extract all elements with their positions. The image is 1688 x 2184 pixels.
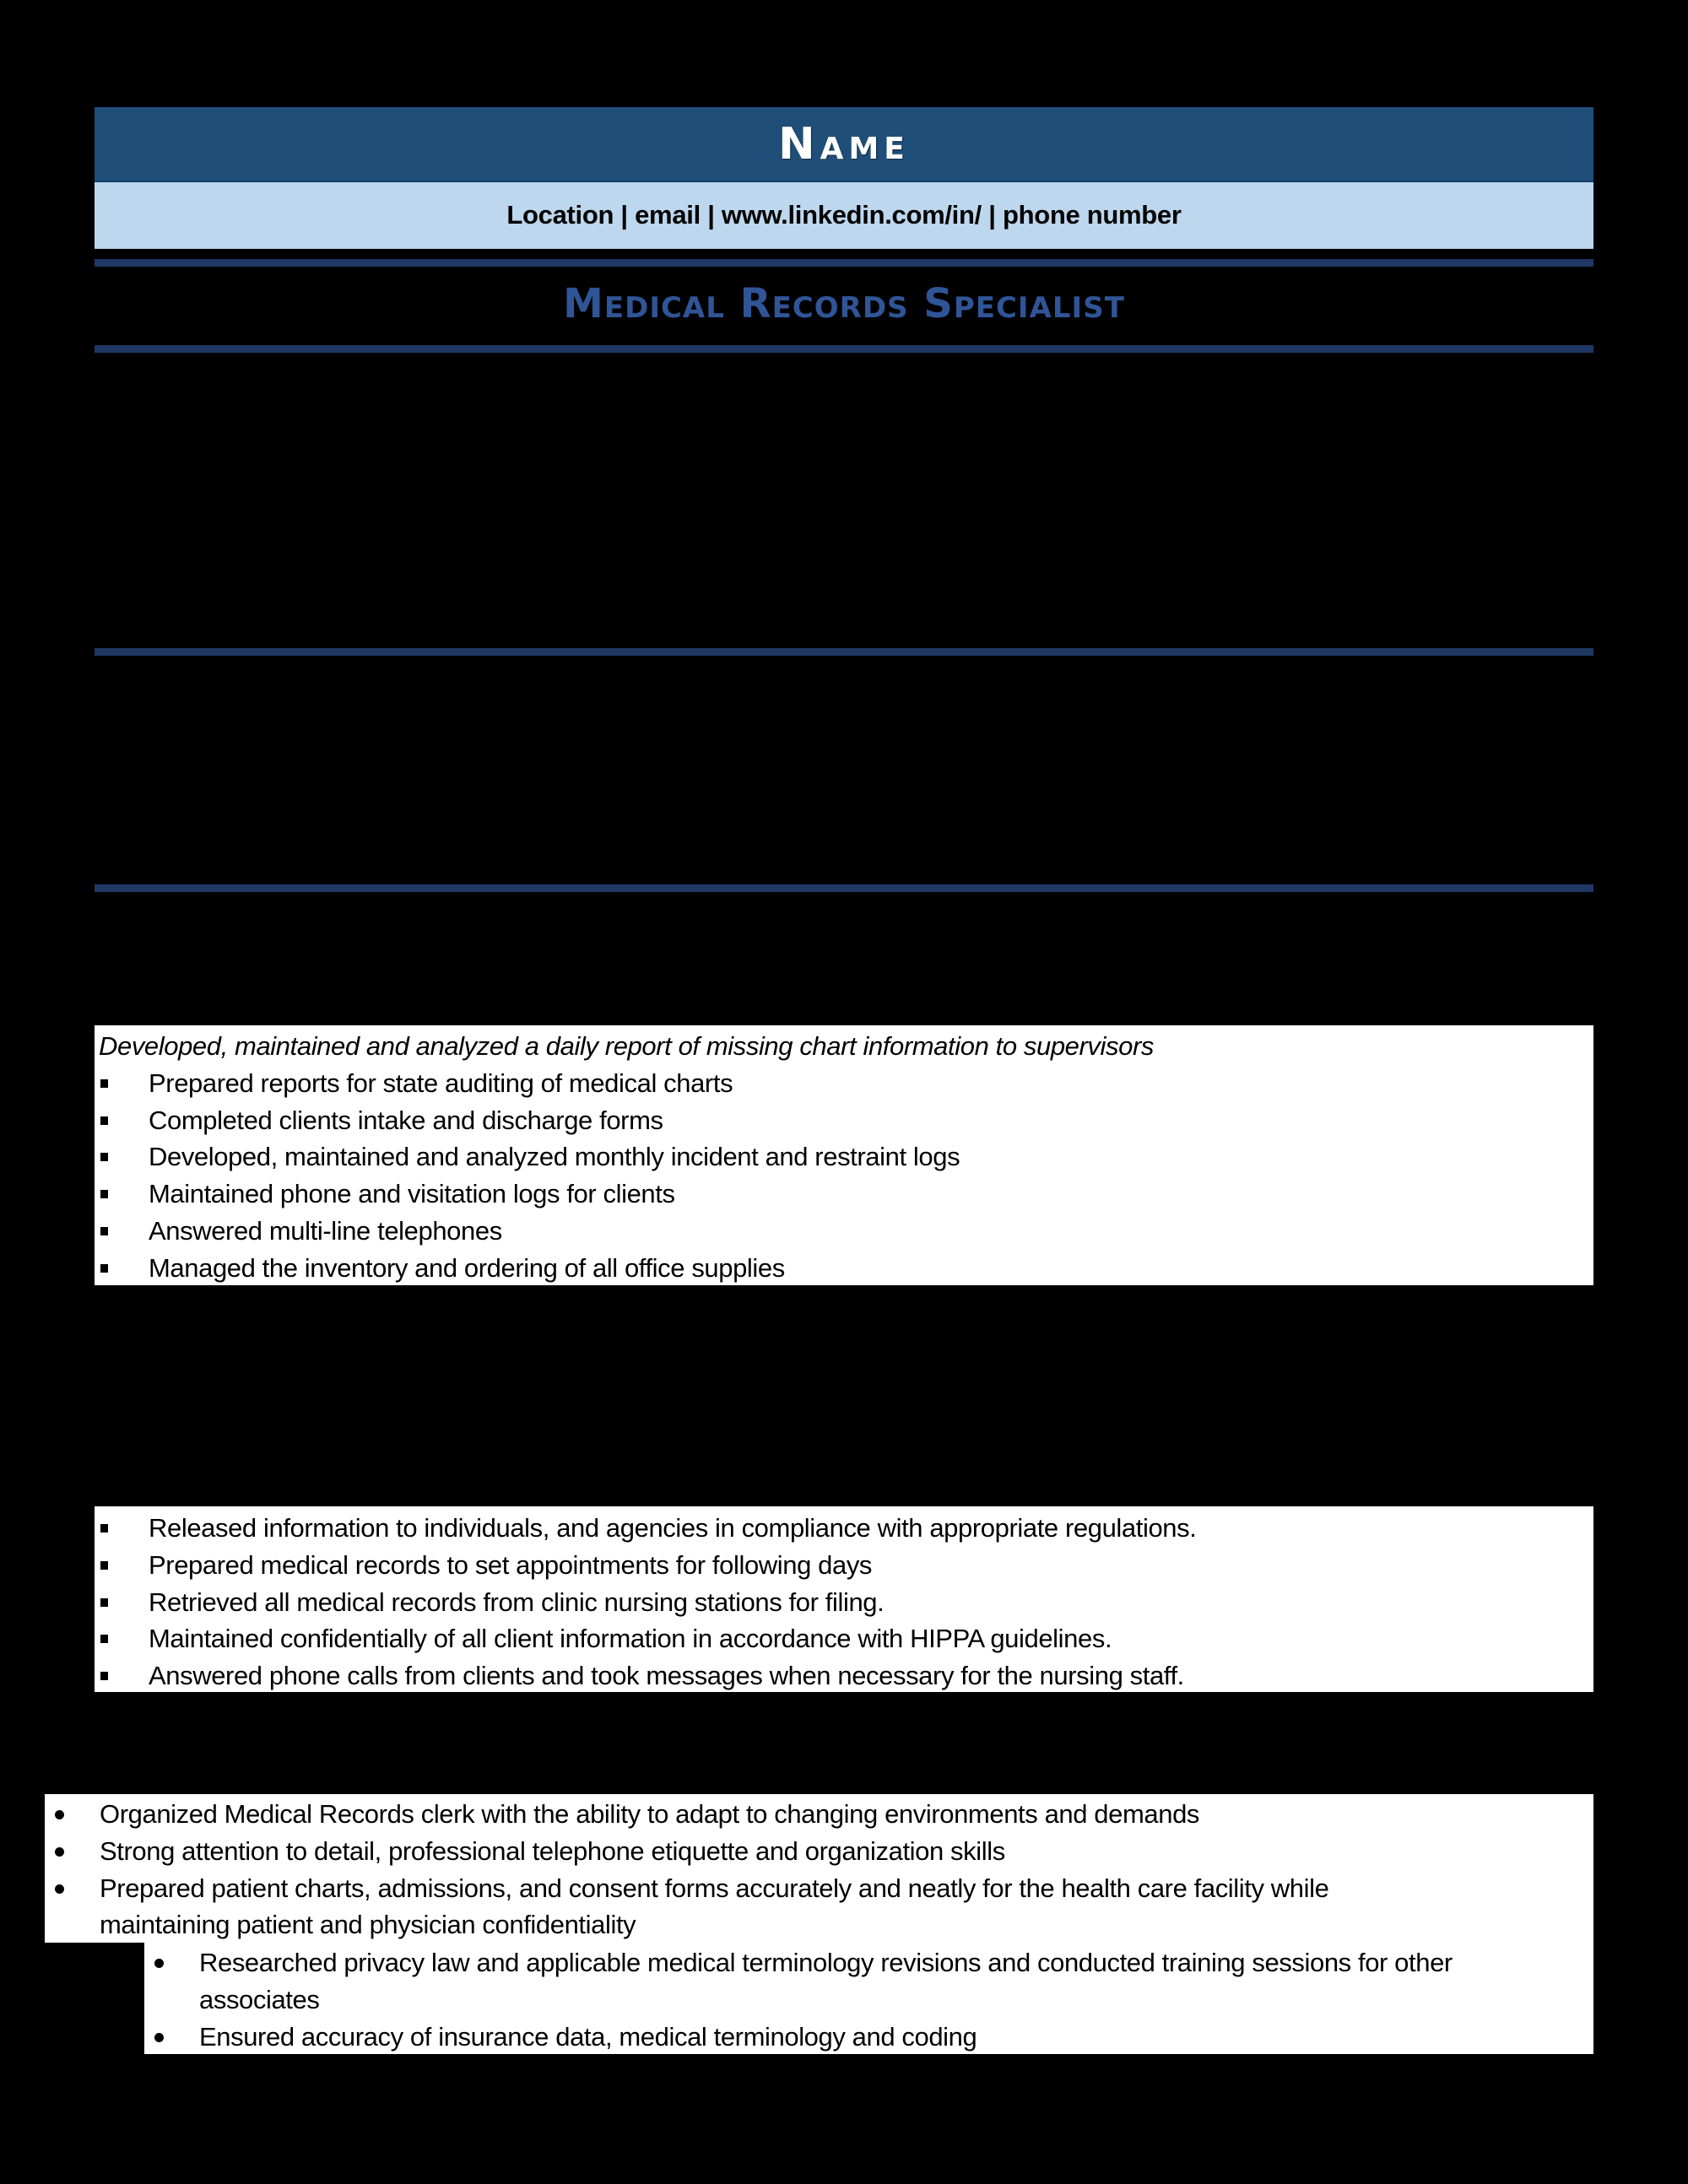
divider-rule bbox=[95, 884, 1593, 892]
list-item: Completed clients intake and discharge forms bbox=[95, 1102, 1593, 1139]
square-bullet-icon bbox=[100, 1079, 108, 1088]
divider-rule bbox=[95, 648, 1593, 656]
square-bullet-icon bbox=[100, 1264, 108, 1273]
list-item: Retrieved all medical records from clinic nursing stations for filing. bbox=[95, 1584, 1593, 1621]
summary-block bbox=[45, 1794, 1593, 1943]
list-item: Prepared medical records to set appointments for following days bbox=[95, 1547, 1593, 1584]
job-title: Medical Records Specialist bbox=[563, 280, 1125, 327]
list-item: Maintained confidentially of all client information in accordance with HIPPA guidelines. bbox=[95, 1620, 1593, 1657]
list-item-continuation: associates bbox=[199, 1984, 320, 2014]
list-item: Prepared patient charts, admissions, and consent forms accurately and neatly for the health care facility while bbox=[45, 1870, 1593, 1907]
round-bullet-icon bbox=[55, 1810, 64, 1819]
square-bullet-icon bbox=[100, 1598, 108, 1607]
experience-block-2 bbox=[95, 1506, 1593, 1692]
list-item: Organized Medical Records clerk with the ability to adapt to changing environments and demands bbox=[45, 1796, 1593, 1833]
list-item: Researched privacy law and applicable medical terminology revisions and conducted training sessions for other bbox=[144, 1944, 1593, 1981]
square-bullet-icon bbox=[100, 1635, 108, 1643]
candidate-name: Name bbox=[778, 118, 910, 170]
list-item: Released information to individuals, and agencies in compliance with appropriate regulations. bbox=[95, 1510, 1593, 1547]
square-bullet-icon bbox=[100, 1153, 108, 1161]
list-item: Maintained phone and visitation logs for clients bbox=[95, 1176, 1593, 1213]
list-item-continuation: maintaining patient and physician confidentiality bbox=[100, 1910, 636, 1940]
experience-block-1 bbox=[95, 1025, 1593, 1285]
square-bullet-icon bbox=[100, 1190, 108, 1198]
round-bullet-icon bbox=[55, 1884, 64, 1894]
square-bullet-icon bbox=[100, 1672, 108, 1680]
round-bullet-icon bbox=[55, 1847, 64, 1857]
square-bullet-icon bbox=[100, 1561, 108, 1570]
round-bullet-icon bbox=[154, 1959, 164, 1968]
divider-rule bbox=[95, 345, 1593, 353]
list-item: Prepared reports for state auditing of medical charts bbox=[95, 1065, 1593, 1102]
summary-sub-block bbox=[144, 1943, 1593, 2054]
list-item: Managed the inventory and ordering of all office supplies bbox=[95, 1250, 1593, 1287]
round-bullet-icon bbox=[154, 2033, 164, 2042]
experience-summary: Developed, maintained and analyzed a daily report of missing chart information to supervisors bbox=[99, 1031, 1154, 1061]
divider-rule bbox=[95, 259, 1593, 267]
contact-banner bbox=[95, 182, 1593, 249]
list-item: Answered phone calls from clients and took messages when necessary for the nursing staff. bbox=[95, 1657, 1593, 1695]
square-bullet-icon bbox=[100, 1116, 108, 1125]
list-item: Ensured accuracy of insurance data, medical terminology and coding bbox=[144, 2019, 1593, 2056]
list-item: Answered multi-line telephones bbox=[95, 1213, 1593, 1250]
list-item: Strong attention to detail, professional telephone etiquette and organization skills bbox=[45, 1833, 1593, 1870]
name-banner bbox=[95, 107, 1593, 182]
contact-info: Location | email | www.linkedin.com/in/ | phone number bbox=[506, 200, 1182, 230]
list-item: Developed, maintained and analyzed monthly incident and restraint logs bbox=[95, 1138, 1593, 1176]
square-bullet-icon bbox=[100, 1227, 108, 1235]
square-bullet-icon bbox=[100, 1524, 108, 1533]
